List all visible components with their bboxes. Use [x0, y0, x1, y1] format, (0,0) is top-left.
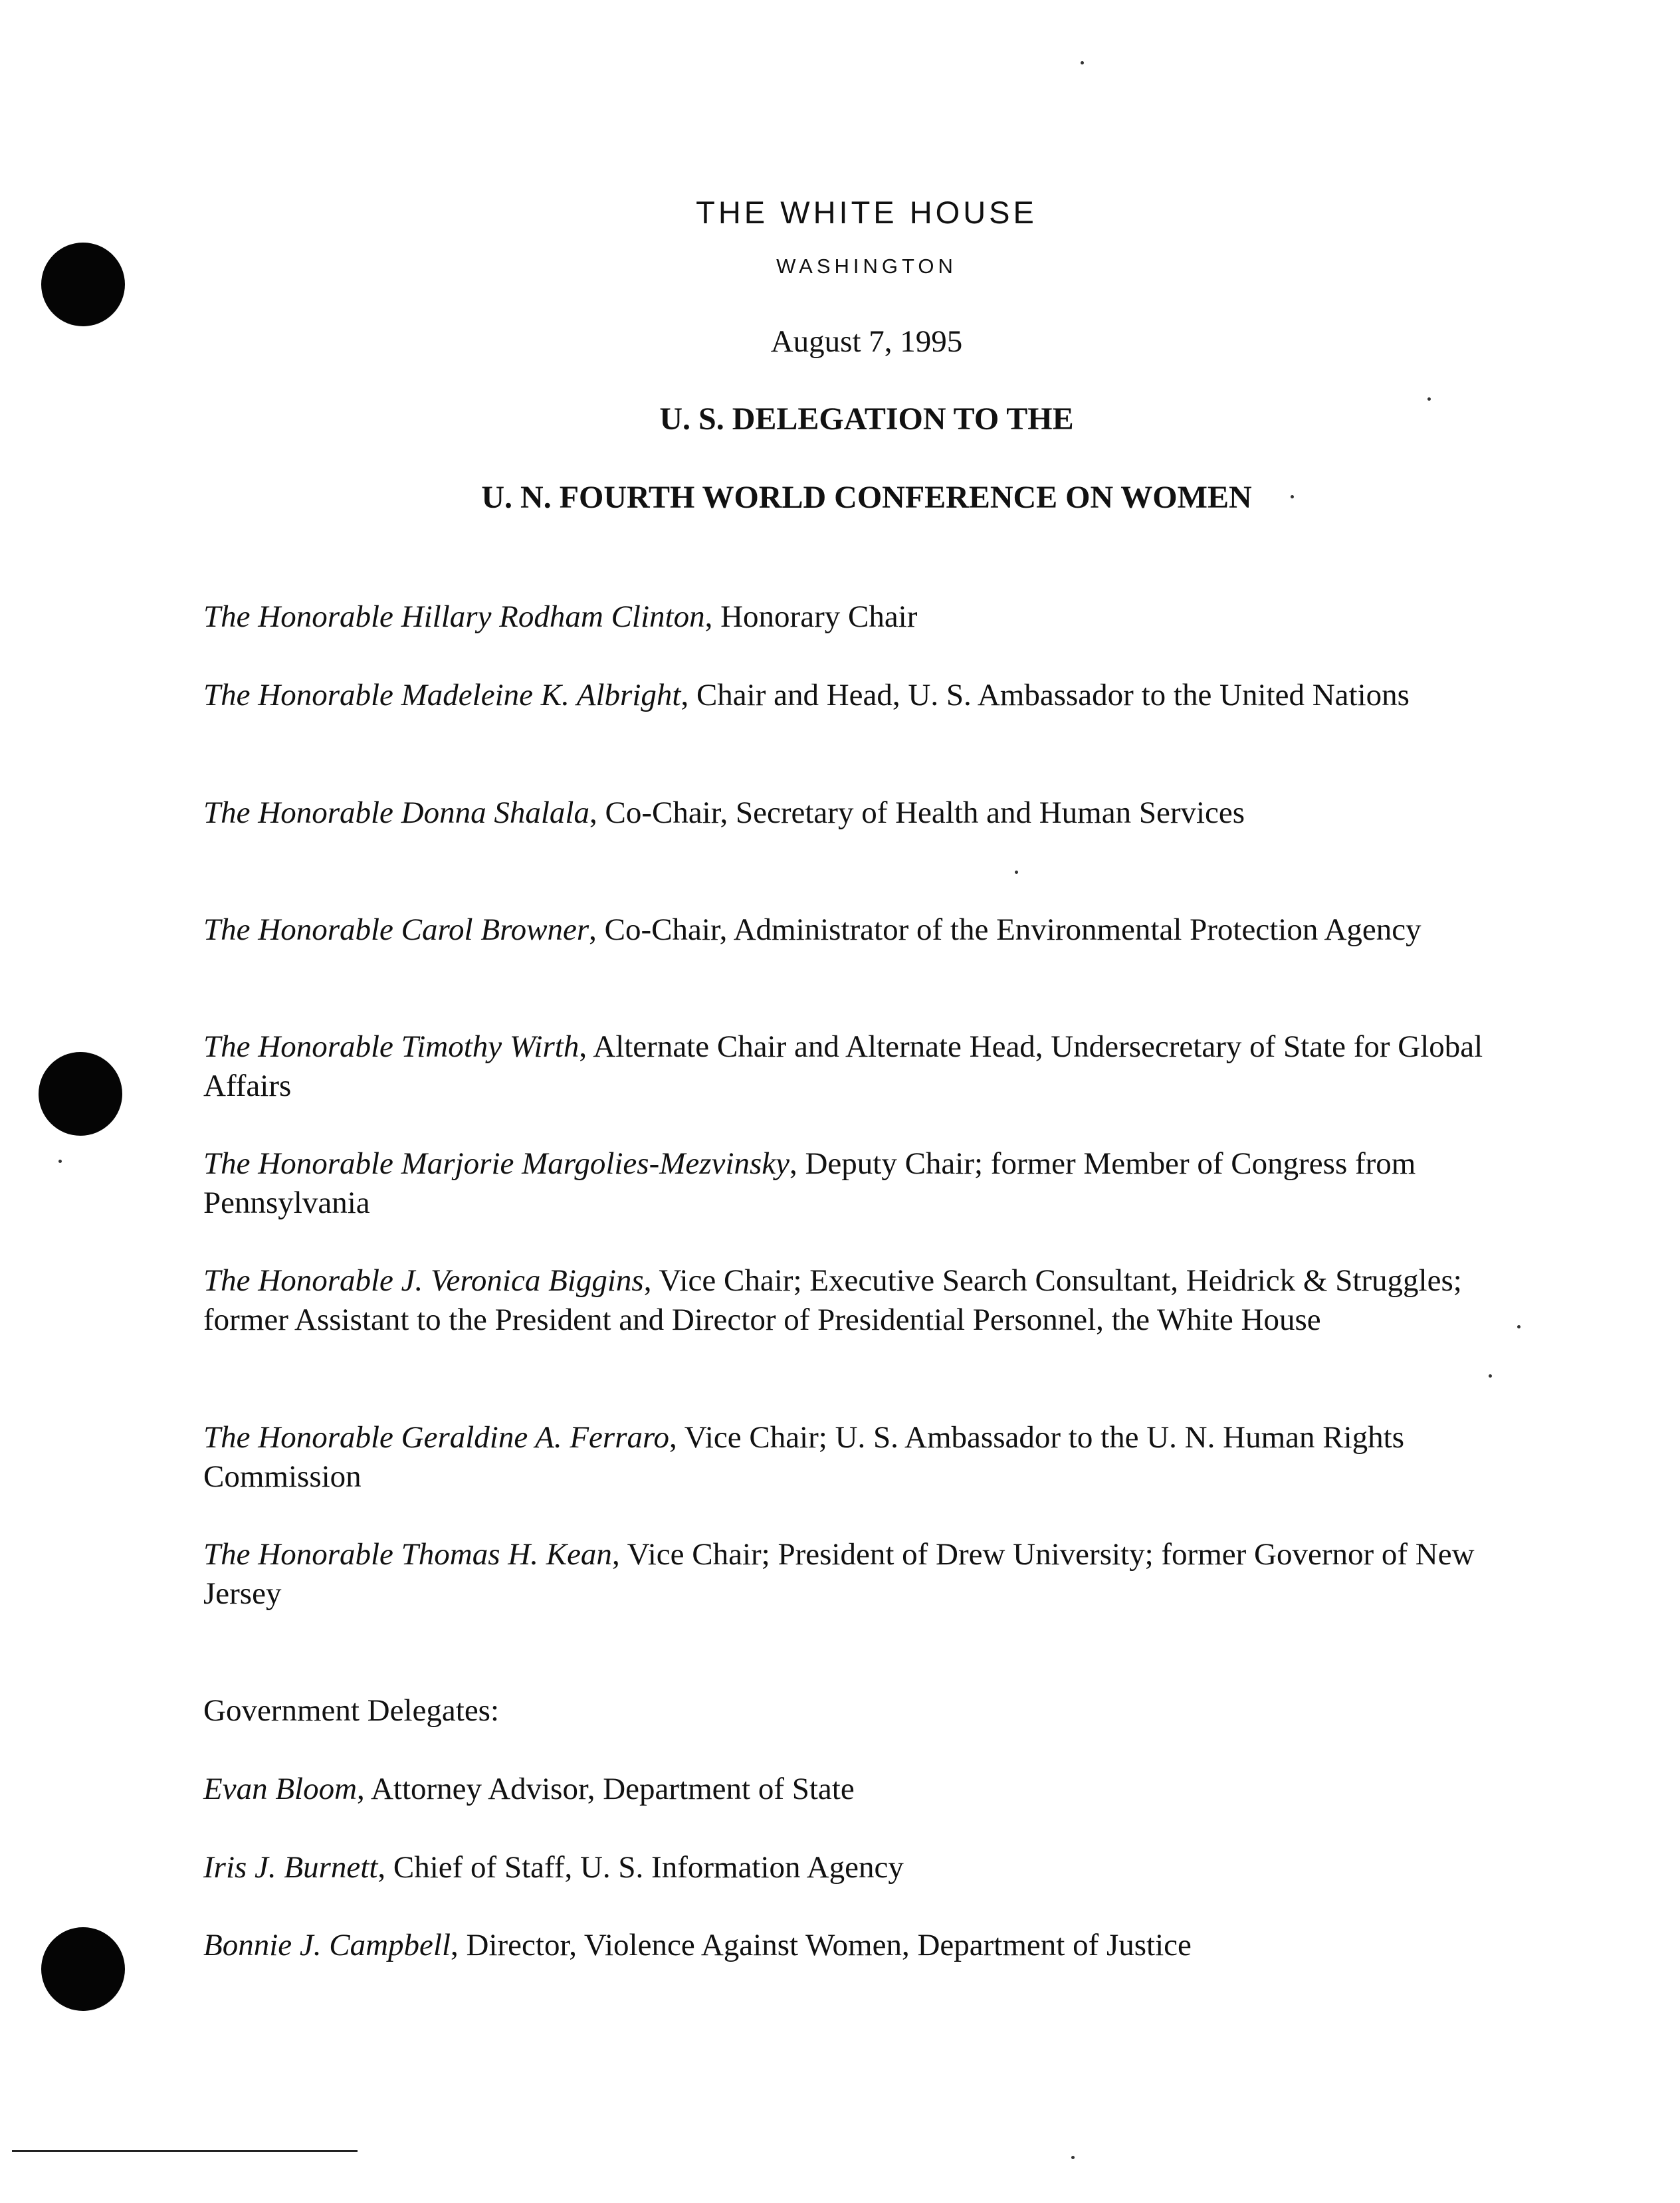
entry-title-prefix: The Honorable	[203, 795, 401, 830]
document-heading-line-1: U. S. DELEGATION TO THE	[659, 401, 1074, 437]
entry-role: , Co-Chair, Administrator of the Environmental Protection Agency	[589, 912, 1421, 947]
entry-role: , Honorary Chair	[704, 599, 918, 634]
entry-role: , Director, Violence Against Women, Department of Justice	[451, 1928, 1192, 1962]
entry-title-prefix: The Honorable	[203, 912, 401, 947]
entry-role: , Deputy Chair; former Member of Congress from Pennsylvania	[203, 1146, 1416, 1220]
delegation-entry	[203, 1535, 1486, 1614]
entry-name: Carol Browner	[401, 912, 589, 947]
scan-speck	[1291, 495, 1294, 498]
scan-speck	[1489, 1374, 1492, 1378]
delegate-entry	[203, 1926, 1486, 1965]
delegation-entry	[203, 676, 1486, 715]
entry-role: , Alternate Chair and Alternate Head, Undersecretary of State for Global Affairs	[203, 1029, 1483, 1103]
scan-speck	[1081, 61, 1084, 64]
delegation-entry	[203, 597, 1486, 637]
entry-title-prefix: The Honorable	[203, 1537, 401, 1572]
letterhead-title: THE WHITE HOUSE	[696, 195, 1037, 230]
entry-name: Evan Bloom	[203, 1772, 358, 1806]
entry-title-prefix: The Honorable	[203, 599, 401, 634]
section-label: Government Delegates:	[203, 1693, 500, 1728]
entry-role: , Attorney Advisor, Department of State	[357, 1772, 855, 1806]
entry-name: Bonnie J. Campbell	[203, 1928, 451, 1962]
entry-role: , Vice Chair; U. S. Ambassador to the U. N. Human Rights Commission	[203, 1420, 1404, 1494]
entry-name: Madeleine K. Albright	[401, 678, 681, 712]
scan-speck	[1071, 2156, 1075, 2159]
entry-title-prefix: The Honorable	[203, 678, 401, 712]
entry-title-prefix: The Honorable	[203, 1029, 401, 1064]
entry-role: , Vice Chair; Executive Search Consultant, Heidrick & Struggles; former Assistant to the President and Director of Presidential Personnel, the White House	[203, 1263, 1462, 1337]
entry-role: , Vice Chair; President of Drew University; former Governor of New Jersey	[203, 1537, 1475, 1611]
entry-title-prefix: The Honorable	[203, 1263, 401, 1298]
document-heading-line-2: U. N. FOURTH WORLD CONFERENCE ON WOMEN	[481, 480, 1252, 515]
entry-name: Marjorie Margolies-Mezvinsky	[401, 1146, 789, 1181]
letterhead-subtitle: WASHINGTON	[776, 255, 957, 278]
entry-role: , Co-Chair, Secretary of Health and Human Services	[589, 795, 1245, 830]
entry-title-prefix: The Honorable	[203, 1146, 401, 1181]
delegation-entry	[203, 793, 1486, 833]
entry-role: , Chair and Head, U. S. Ambassador to the United Nations	[681, 678, 1410, 712]
scan-speck	[1427, 397, 1431, 401]
delegation-entry	[203, 1261, 1486, 1340]
delegate-entry	[203, 1770, 1486, 1809]
entry-name: Thomas H. Kean	[401, 1537, 612, 1572]
entry-title-prefix: The Honorable	[203, 1420, 401, 1455]
entry-name: Hillary Rodham Clinton	[401, 599, 705, 634]
entry-name: Iris J. Burnett	[203, 1850, 378, 1885]
scan-speck	[1015, 871, 1018, 874]
punch-hole	[39, 1052, 122, 1136]
entry-name: Donna Shalala	[401, 795, 589, 830]
delegation-entry	[203, 1418, 1486, 1497]
footer-rule	[12, 2150, 358, 2152]
delegation-entry	[203, 910, 1486, 950]
scan-speck	[58, 1160, 62, 1163]
entry-name: Geraldine A. Ferraro	[401, 1420, 670, 1455]
delegation-entry	[203, 1144, 1486, 1223]
entry-role: , Chief of Staff, U. S. Information Agency	[377, 1850, 904, 1885]
scan-speck	[1517, 1325, 1521, 1328]
delegate-entry	[203, 1848, 1486, 1887]
entry-name: Timothy Wirth	[401, 1029, 579, 1064]
document-date: August 7, 1995	[770, 324, 963, 359]
delegation-entry	[203, 1027, 1486, 1106]
entry-name: J. Veronica Biggins	[401, 1263, 644, 1298]
punch-hole	[41, 1927, 125, 2011]
